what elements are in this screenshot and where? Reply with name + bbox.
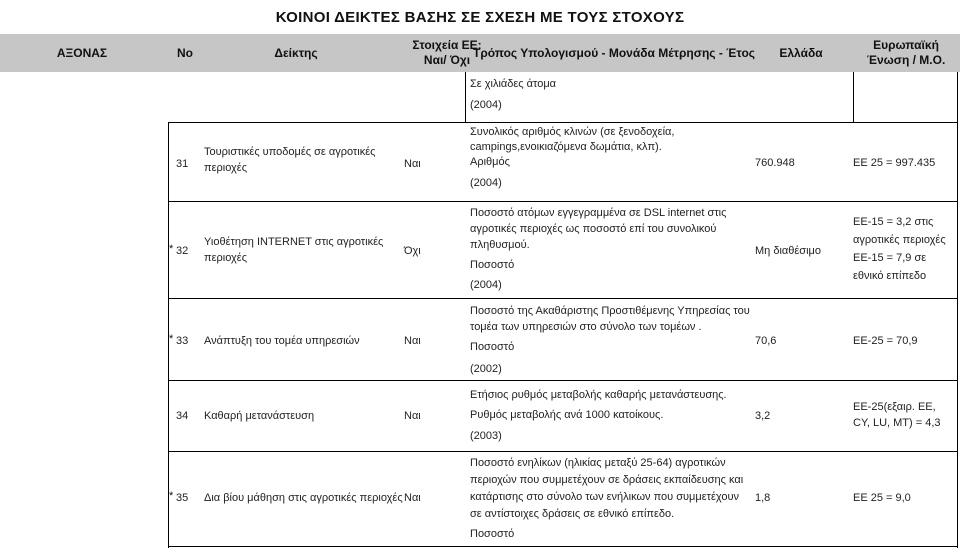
row-no: 31 bbox=[176, 158, 189, 170]
row-eu: ΕΕ 25 = 997.435 bbox=[853, 157, 936, 169]
row-eu: ΕΕ-25(εξαιρ. ΕΕ, CY, LU, MT) = 4,3 bbox=[853, 401, 941, 429]
row-eu-data: Όχι bbox=[404, 245, 421, 257]
star-marker: * bbox=[169, 333, 174, 345]
row-eu: ΕΕ 25 = 9,0 bbox=[853, 492, 911, 504]
row-method: Ποσοστό ατόμων εγγεγραμμένα σε DSL internet στις αγροτικές περιοχές ως ποσοστό επί του συνολικού πληθυσμού. Ποσοστό (2004) bbox=[470, 207, 727, 291]
row-greece: Μη διαθέσιμο bbox=[755, 245, 821, 257]
row-no: 32 bbox=[176, 245, 189, 257]
row-greece: 760.948 bbox=[755, 157, 795, 169]
row-no: 34 bbox=[176, 410, 189, 422]
header-eu: Ευρωπαϊκή Ένωση / Μ.Ο. bbox=[866, 38, 946, 67]
table-border bbox=[168, 546, 958, 547]
table-border bbox=[168, 201, 958, 202]
row-method: Ποσοστό της Ακαθάριστης Προστιθέμενης Υπηρεσίας του τομέα των υπηρεσιών στο σύνολο των τομέων . Ποσοστό (2002) bbox=[470, 305, 750, 375]
row-eu-data: Ναι bbox=[404, 410, 421, 422]
table-border bbox=[168, 451, 958, 452]
row-eu-data: Ναι bbox=[404, 492, 421, 504]
row-eu-data: Ναι bbox=[404, 158, 421, 170]
header-eu-data: Στοιχεία ΕΕ: Ναι/ Όχι bbox=[412, 38, 482, 67]
row-indicator: Υιοθέτηση INTERNET στις αγροτικές περιοχές bbox=[204, 236, 384, 264]
row-no: 33 bbox=[176, 335, 189, 347]
table-border bbox=[957, 122, 958, 548]
header-axis: ΑΞΟΝΑΣ bbox=[56, 45, 108, 60]
header-indicator: Δείκτης bbox=[274, 45, 318, 60]
star-marker: * bbox=[169, 490, 174, 502]
row-greece: 70,6 bbox=[755, 335, 777, 347]
header-method: Τρόπος Υπολογισμού - Μονάδα Μέτρησης - Έτος bbox=[472, 45, 756, 60]
table-header bbox=[0, 34, 960, 72]
row-indicator: Δια βίου μάθηση στις αγροτικές περιοχές bbox=[204, 492, 403, 504]
row-eu: ΕΕ-15 = 3,2 στις αγροτικές περιοχές ΕΕ-15 = 7,9 σε εθνικό επίπεδο bbox=[853, 216, 946, 282]
row-indicator: Καθαρή μετανάστευση bbox=[204, 410, 315, 422]
star-marker: * bbox=[169, 243, 174, 255]
row-greece: 3,2 bbox=[755, 410, 771, 422]
table-border bbox=[168, 122, 958, 123]
method-text: Σε χιλιάδες άτομα bbox=[470, 78, 557, 90]
row-greece: 1,8 bbox=[755, 492, 771, 504]
row-eu: ΕΕ-25 = 70,9 bbox=[853, 335, 918, 347]
table-border bbox=[168, 298, 958, 299]
row-indicator: Ανάπτυξη του τομέα υπηρεσιών bbox=[204, 335, 360, 347]
row-no: 35 bbox=[176, 492, 189, 504]
table-border bbox=[168, 380, 958, 381]
page-title: ΚΟΙΝΟΙ ΔΕΙΚΤΕΣ ΒΑΣΗΣ ΣΕ ΣΧΕΣΗ ΜΕ ΤΟΥΣ ΣΤΟΧΟΥΣ bbox=[0, 0, 960, 34]
table-border bbox=[853, 72, 854, 122]
row-indicator: Τουριστικές υποδομές σε αγροτικές περιοχές bbox=[204, 146, 376, 174]
header-greece: Ελλάδα bbox=[779, 45, 823, 60]
row-method: Ποσοστό ενηλίκων (ηλικίας μεταξύ 25-64) αγροτικών περιοχών που συμμετέχουν σε δράσεις εκπαίδευσης και κατάρτισης στο σύνολο των ενήλικων που συμμετέχουν σε αντίστοιχες δράσεις σε εθνικό επίπεδο. Ποσοστό bbox=[470, 457, 744, 540]
row-eu-data: Ναι bbox=[404, 335, 421, 347]
table-border bbox=[465, 72, 466, 122]
method-year: (2004) bbox=[470, 99, 502, 111]
header-no: No bbox=[177, 45, 193, 60]
row-method: Ετήσιος ρυθμός μεταβολής καθαρής μετανάστευσης. Ρυθμός μεταβολής ανά 1000 κατοίκους. (2003) bbox=[470, 389, 727, 442]
table-border bbox=[957, 72, 958, 122]
row-method: Συνολικός αριθμός κλινών (σε ξενοδοχεία, campings,ενοικιαζόμενα δωμάτια, κλπ). Αριθμός (2004) bbox=[470, 126, 675, 189]
